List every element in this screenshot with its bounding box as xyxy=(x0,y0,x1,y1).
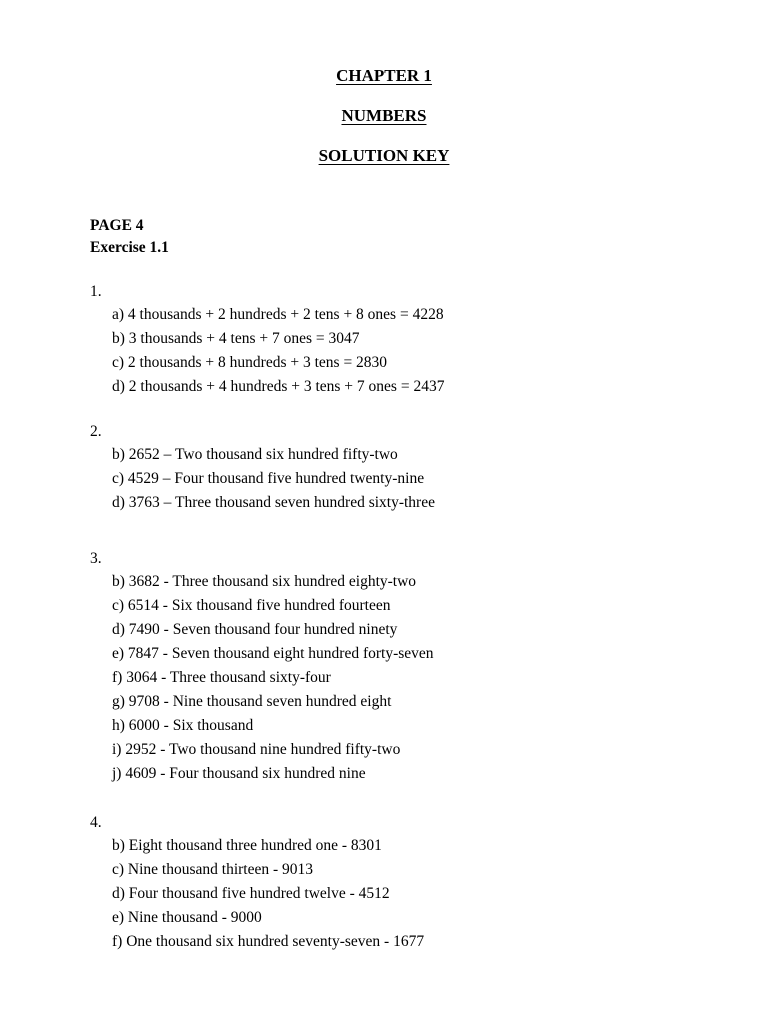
answer-line: e) 7847 - Seven thousand eight hundred forty-seven xyxy=(112,645,434,662)
answer-line: a) 4 thousands + 2 hundreds + 2 tens + 8 ones = 4228 xyxy=(112,306,444,323)
exercise-label: Exercise 1.1 xyxy=(90,239,169,256)
answer-line: j) 4609 - Four thousand six hundred nine xyxy=(112,765,366,782)
answer-line: b) 2652 – Two thousand six hundred fifty-two xyxy=(112,446,398,463)
question-4 xyxy=(90,811,424,954)
answer-line: d) 2 thousands + 4 hundreds + 3 tens + 7 ones = 2437 xyxy=(112,378,445,395)
question-number: 1. xyxy=(90,283,102,300)
question-3 xyxy=(90,547,434,786)
question-2 xyxy=(90,420,435,515)
chapter-heading: CHAPTER 1 xyxy=(336,66,432,85)
page-label: PAGE 4 xyxy=(90,217,144,234)
answer-line: i) 2952 - Two thousand nine hundred fifty-two xyxy=(112,741,401,758)
question-number: 2. xyxy=(90,423,102,440)
answer-line: e) Nine thousand - 9000 xyxy=(112,909,262,926)
question-number: 4. xyxy=(90,814,102,831)
answer-line: f) 3064 - Three thousand sixty-four xyxy=(112,669,331,686)
answer-line: g) 9708 - Nine thousand seven hundred eight xyxy=(112,693,392,710)
answer-line: d) 3763 – Three thousand seven hundred sixty-three xyxy=(112,494,435,511)
solution-key-heading: SOLUTION KEY xyxy=(318,146,450,165)
answer-line: b) 3682 - Three thousand six hundred eighty-two xyxy=(112,573,417,590)
answer-line: d) 7490 - Seven thousand four hundred ninety xyxy=(112,621,398,638)
answer-line: f) One thousand six hundred seventy-seven - 1677 xyxy=(112,933,425,950)
answer-line: c) 6514 - Six thousand five hundred fourteen xyxy=(112,597,391,614)
answer-line: d) Four thousand five hundred twelve - 4512 xyxy=(112,885,390,902)
answer-line: h) 6000 - Six thousand xyxy=(112,717,254,734)
answer-line: c) 2 thousands + 8 hundreds + 3 tens = 2830 xyxy=(112,354,388,371)
answer-line: c) Nine thousand thirteen - 9013 xyxy=(112,861,314,878)
answer-line: c) 4529 – Four thousand five hundred twenty-nine xyxy=(112,470,425,487)
question-number: 3. xyxy=(90,550,102,567)
answer-line: b) 3 thousands + 4 tens + 7 ones = 3047 xyxy=(112,330,360,347)
chapter-title: NUMBERS xyxy=(341,106,427,125)
question-1 xyxy=(90,280,444,399)
answer-line: b) Eight thousand three hundred one - 8301 xyxy=(112,837,382,854)
